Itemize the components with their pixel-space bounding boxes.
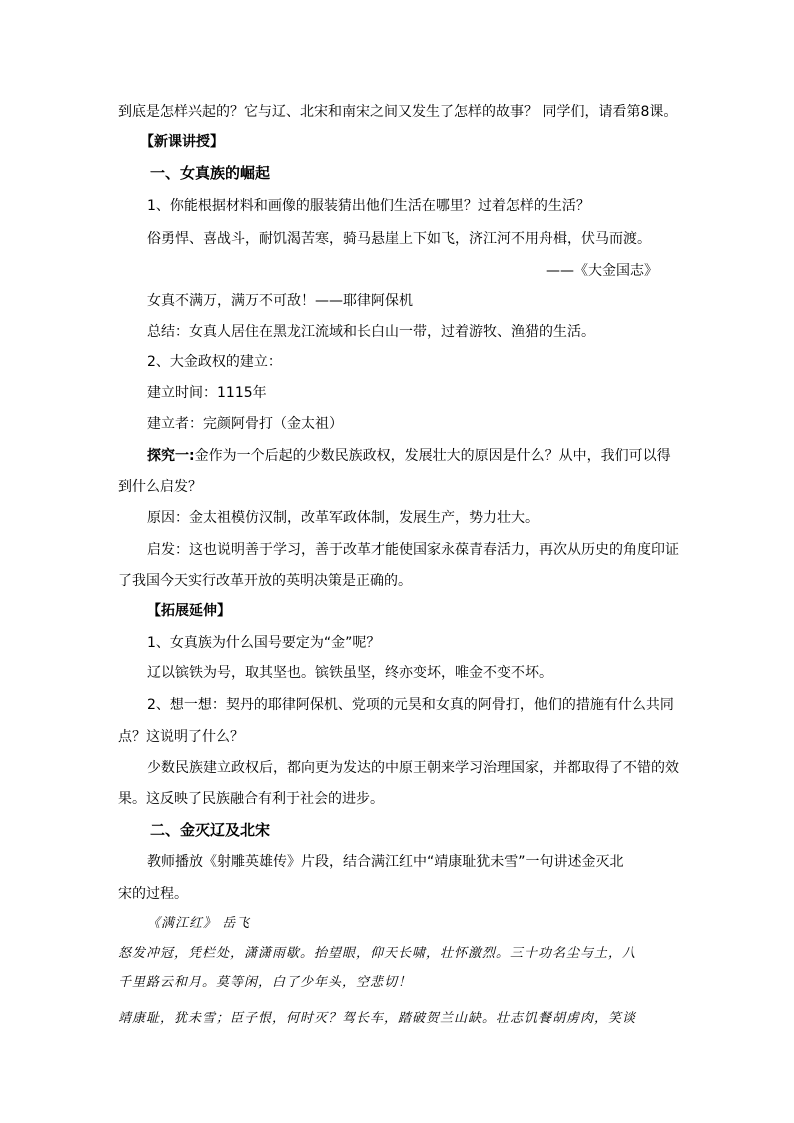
inquiry-1 bbox=[147, 446, 671, 466]
intro-line: 到底是怎样兴起的？它与辽、北宋和南宋之间又发生了怎样的故事？ 同学们，请看第8课。 bbox=[118, 104, 678, 120]
heading-rise-of-jurchen: 一、女真族的崛起 bbox=[150, 164, 271, 182]
extension-q2-cont: 点？这说明了什么？ bbox=[118, 729, 244, 745]
heading-jin-destroys-liao: 二、金灭辽及北宋 bbox=[150, 821, 271, 839]
teacher-activity-cont: 宋的过程。 bbox=[118, 886, 188, 902]
question-1: 1、你能根据材料和画像的服装猜出他们生活在哪里？过着怎样的生活？ bbox=[147, 198, 590, 214]
inquiry-1-cont: 到什么启发？ bbox=[118, 479, 202, 495]
section-label-extension: 【拓展延伸】 bbox=[147, 603, 231, 619]
poem-line-2: 千里路云和月。莫等闲，白了少年头，空悲切！ bbox=[118, 975, 413, 990]
insight-line: 启发：这也说明善于学习，善于改革才能使国家永葆青春活力，再次从历史的角度印证 bbox=[147, 542, 679, 558]
founding-time: 建立时间：1115年 bbox=[147, 385, 267, 401]
extension-a2: 少数民族建立政权后，都向更为发达的中原王朝来学习治理国家，并都取得了不错的效 bbox=[147, 760, 679, 776]
inquiry-text: 金作为一个后起的少数民族政权，发展壮大的原因是什么？从中，我们可以得 bbox=[194, 448, 671, 464]
teacher-activity: 教师播放《射雕英雄传》片段，结合满江红中“靖康耻犹未雪”一句讲述金灭北 bbox=[147, 854, 624, 870]
quote-text: 俗勇悍、喜战斗，耐饥渴苦寒，骑马悬崖上下如飞，济江河不用舟楫，伏马而渡。 bbox=[147, 231, 651, 247]
extension-a2-cont: 果。这反映了民族融合有利于社会的进步。 bbox=[118, 791, 384, 807]
extension-q2: 2、想一想：契丹的耶律阿保机、党项的元昊和女真的阿骨打，他们的措施有什么共同 bbox=[147, 697, 674, 713]
item-2-heading: 2、大金政权的建立： bbox=[147, 354, 282, 370]
summary-line: 总结：女真人居住在黑龙江流域和长白山一带，过着游牧、渔猎的生活。 bbox=[147, 324, 595, 340]
poem-title: 《满江红》 岳飞 bbox=[147, 916, 251, 931]
quote-source: ——《大金国志》 bbox=[546, 263, 658, 279]
founder: 建立者：完颜阿骨打（金太祖） bbox=[147, 416, 343, 432]
quote-abaoji: 女真不满万，满万不可敌！——耶律阿保机 bbox=[147, 293, 413, 309]
section-label-new-lesson: 【新课讲授】 bbox=[140, 134, 224, 150]
reason-line: 原因：金太祖模仿汉制，改革军政体制，发展生产，势力壮大。 bbox=[147, 510, 539, 526]
extension-a1: 辽以镔铁为号，取其坚也。镔铁虽坚，终亦变坏，唯金不变不坏。 bbox=[147, 665, 553, 681]
inquiry-label: 探究一: bbox=[147, 448, 195, 464]
poem-line-1: 怒发冲冠，凭栏处，潇潇雨歇。抬望眼，仰天长啸，壮怀激烈。三十功名尘与土，八 bbox=[118, 946, 637, 961]
extension-q1: 1、女真族为什么国号要定为“金”呢？ bbox=[147, 635, 381, 651]
poem-line-3: 靖康耻，犹未雪；臣子恨，何时灭？驾长车，踏破贺兰山缺。壮志饥餐胡虏肉，笑谈 bbox=[118, 1011, 637, 1026]
insight-line-cont: 了我国今天实行改革开放的英明决策是正确的。 bbox=[118, 573, 412, 589]
